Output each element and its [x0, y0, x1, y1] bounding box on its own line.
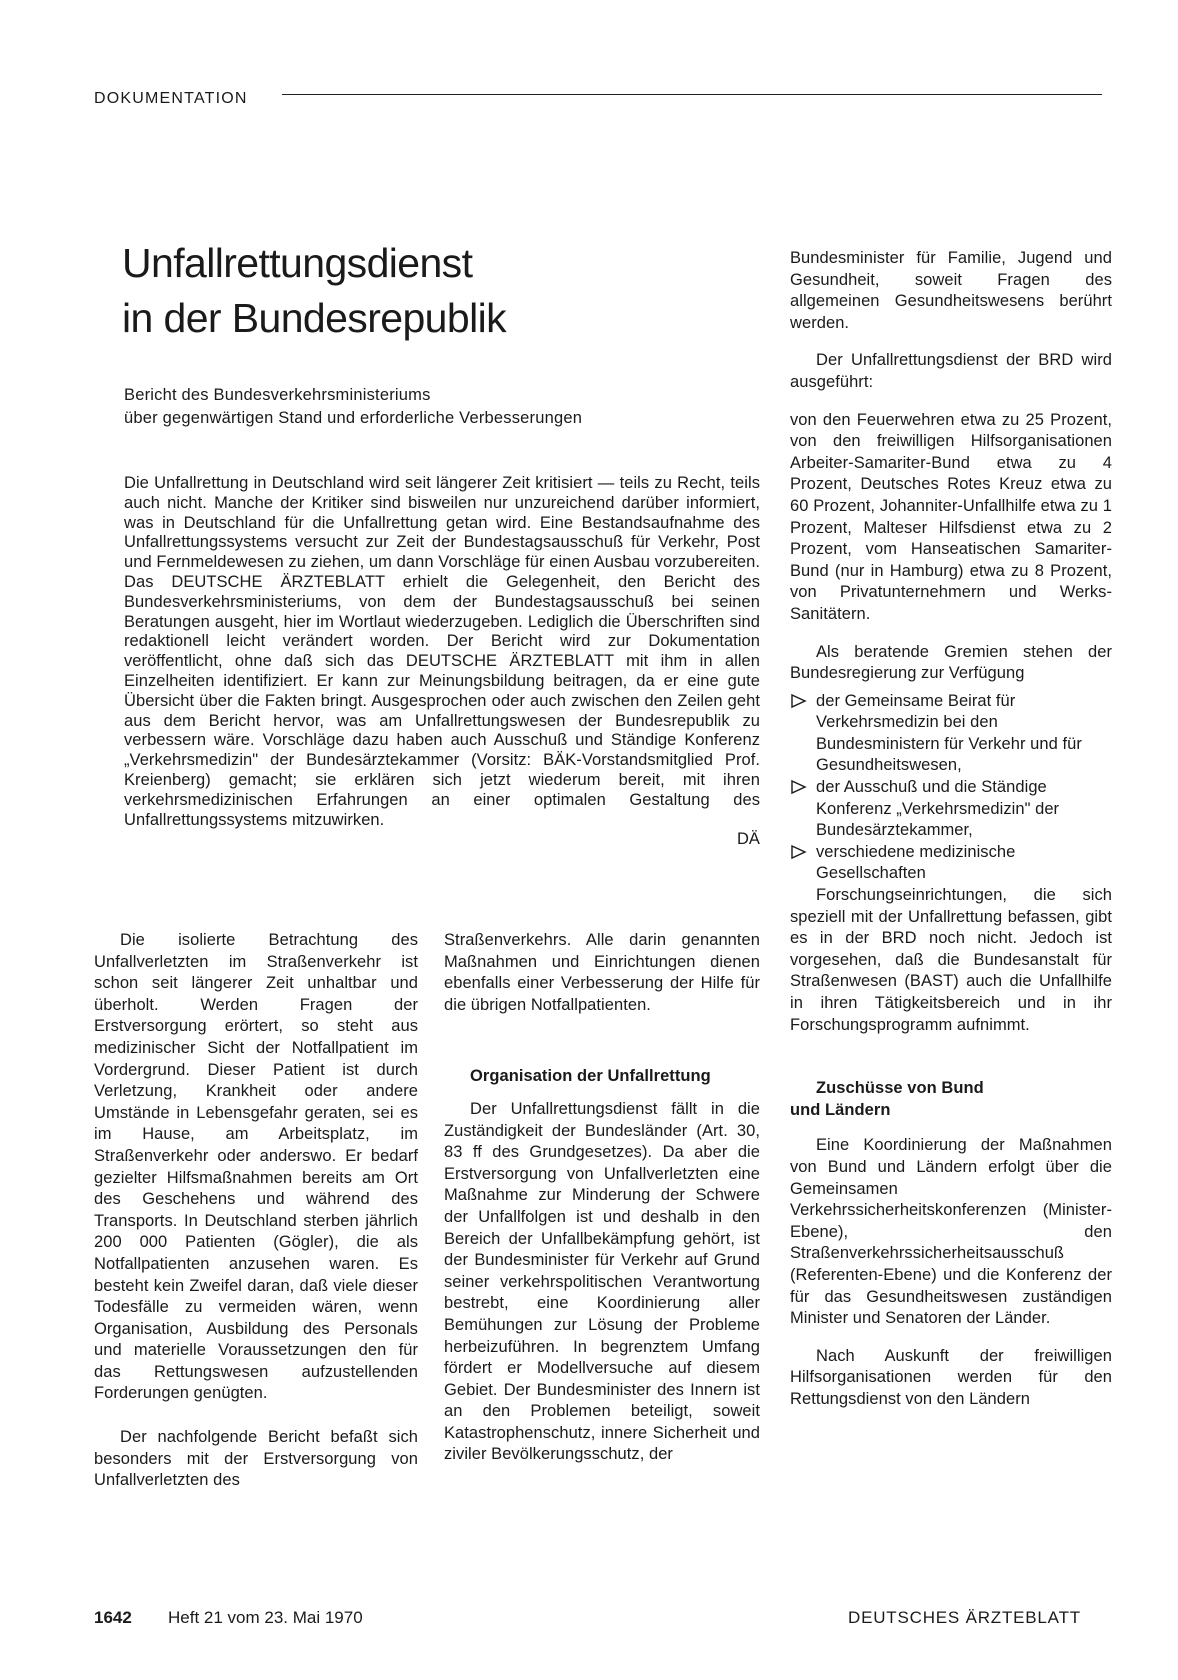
section-heading-zuschuesse — [790, 1078, 1112, 1121]
outline-triangle-right-icon — [790, 693, 808, 709]
list-item — [790, 777, 1112, 842]
outline-triangle-right-icon — [790, 779, 808, 795]
subtitle-line-2: über gegenwärtigen Stand und erforderliche Verbesserungen — [124, 409, 583, 427]
col3-paragraph-4: Als beratende Gremien stehen der Bundesregierung zur Verfügung — [790, 642, 1112, 683]
page-number: 1642 — [94, 1608, 132, 1627]
header-rule — [282, 94, 1102, 95]
column-2 — [444, 930, 760, 1466]
heading-line-1: Zuschüsse von Bund — [816, 1079, 984, 1098]
col3-paragraph-2: Der Unfallrettungsdienst der BRD wird ausgeführt: — [790, 351, 1112, 391]
col2-paragraph-2: Der Unfallrettungsdienst fällt in die Zuständigkeit der Bundesländer (Art. 30, 83 ff des Grundgesetzes). Da aber die Erstversorgung von Unfallverletzten eine Maßnahme zur Minderung der Schwere der Unfallfolgen ist und deshalb in den Bereich der Unfallbekämpfung gehört, ist der Bundesminister für Verkehr auf Grund seiner verkehrspolitischen Verantwortung bestrebt, eine Koordinierung aller Bemühungen zur Lösung der Probleme herbeizuführen. In begrenztem Umfang fördert er Modellversuche auf diesem Gebiet. Der Bundesminister des Innern ist an den Problemen beteiligt, soweit Katastrophenschutz, innere Sicherheit und ziviler Bevölkerungsschutz, der — [444, 1099, 760, 1464]
intro-box — [124, 474, 760, 850]
col3-paragraph-7: Nach Auskunft der freiwilligen Hilfsorganisationen werden für den Rettungsdienst von den Ländern — [790, 1346, 1112, 1408]
list-item-text: der Gemeinsame Beirat für Verkehrsmedizin bei den Bundesministern für Verkehr und für Gesundheitswesen, — [816, 691, 1082, 775]
title-line-2: in der Bundesrepublik — [122, 295, 506, 341]
article-title — [122, 236, 762, 346]
list-item-text: verschiedene medizinische Gesellschaften — [816, 842, 1016, 883]
heading-line-2: und Ländern — [790, 1100, 891, 1119]
issue-info: Heft 21 vom 23. Mai 1970 — [168, 1608, 363, 1627]
title-line-1: Unfallrettungsdienst — [122, 240, 473, 286]
col3-paragraph-1: Bundesminister für Familie, Jugend und Gesundheit, soweit Fragen des allgemeinen Gesundheitswesens berührt werden. — [790, 249, 1112, 332]
journal-name: DEUTSCHES ÄRZTEBLATT — [848, 1608, 1081, 1627]
col3-paragraph-6: Eine Koordinierung der Maßnahmen von Bund und Ländern erfolgt über die Gemeinsamen Verkehrssicherheitskonferenzen (Minister-Ebene), den Straßenverkehrssicherheitsausschuß (Referenten-Ebene) und die Konferenz der für das Gesundheitswesen zuständigen Minister und Senatoren der Länder. — [790, 1136, 1112, 1328]
intro-text: Die Unfallrettung in Deutschland wird seit längerer Zeit kritisiert — teils zu Recht, teils auch nicht. Manche der Kritiker sind bisweilen nur unzureichend darüber informiert, was in Deutschland für die Unfallrettung getan wird. Eine Bestandsaufnahme des Unfallrettungssystems versucht zur Zeit der Bundestagsausschuß für Verkehr, Post und Fernmeldewesen zu ziehen, um dann Vorschläge für einen Ausbau vorzubereiten. Das DEUTSCHE ÄRZTEBLATT erhielt die Gelegenheit, den Bericht des Bundesverkehrsministeriums, von dem der Bundestagsausschuß bei seinen Beratungen ausgeht, hier im Wortlaut wiederzugeben. Lediglich die Überschriften sind redaktionell leicht verändert worden. Der Bericht wird zur Dokumentation veröffentlicht, ohne daß sich das DEUTSCHE ÄRZTEBLATT mit ihm in allen Einzelheiten identifiziert. Er kann zur Meinungsbildung beitragen, da er eine gute Übersicht über die Fakten bringt. Ausgesprochen oder auch zwischen den Zeilen geht aus dem Bericht hervor, was am Unfallrettungswesen der Bundesrepublik zu verbessern wäre. Vorschläge dazu haben auch Ausschuß und Ständige Konferenz „Verkehrsmedizin" der Bundesärztekammer (Vorsitz: BÄK-Vorstandsmitglied Prof. Kreienberg) gemacht; sie erklären sich jetzt wiederum bereit, mit ihren verkehrsmedizinischen Erfahrungen an einer optimalen Gestaltung des Unfallrettungssystems mitzuwirken. — [124, 474, 760, 829]
outline-triangle-right-icon — [790, 844, 808, 860]
article-subtitle — [124, 384, 744, 430]
col1-paragraph-2: Der nachfolgende Bericht befaßt sich besonders mit der Erstversorgung von Unfallverletzten des — [94, 1428, 418, 1490]
list-item — [790, 691, 1112, 777]
list-item-text: der Ausschuß und die Ständige Konferenz „Verkehrsmedizin" der Bundesärztekammer, — [816, 778, 1060, 840]
col2-paragraph-1: Straßenverkehrs. Alle darin genannten Maßnahmen und Einrichtungen dienen ebenfalls einer Verbesserung der Hilfe für die übrigen Notfallpatienten. — [444, 931, 760, 1014]
col1-paragraph-1: Die isolierte Betrachtung des Unfallverletzten im Straßenverkehr ist schon seit längerer Zeit unhaltbar und überholt. Werden Fragen der Erstversorgung erörtert, so steht aus medizinischer Sicht der Notfallpatient im Vordergrund. Dieser Patient ist durch Verletzung, Krankheit oder andere Umstände in Lebensgefahr geraten, sei es im Hause, am Arbeitsplatz, im Straßenverkehr oder anderswo. Er bedarf gezielter Hilfsmaßnahmen bereits am Ort des Geschehens und während des Transports. In Deutschland sterben jährlich 200 000 Patienten (Gögler), die als Notfallpatienten anzusehen waren. Es besteht kein Zweifel daran, daß viele dieser Todesfälle zu vermeiden wären, wenn Organisation, Ausbildung des Personals und materielle Voraussetzungen den für das Rettungswesen aufzustellenden Forderungen genügten. — [94, 931, 418, 1403]
intro-signature: DÄ — [736, 830, 760, 849]
advisory-bodies-list — [790, 691, 1112, 885]
subtitle-line-1: Bericht des Bundesverkehrsministeriums — [124, 386, 431, 404]
section-label: DOKUMENTATION — [94, 90, 248, 107]
column-3 — [790, 248, 1112, 1411]
col3-paragraph-3: von den Feuerwehren etwa zu 25 Prozent, von den freiwilligen Hilfsorganisationen Arbeiter-Samariter-Bund etwa zu 4 Prozent, Deutsches Rotes Kreuz etwa zu 60 Prozent, Johanniter-Unfallhilfe etwa zu 1 Prozent, Malteser Hilfsdienst etwa zu 2 Prozent, vom Hanseatischen Samariter-Bund (nur in Hamburg) etwa zu 8 Prozent, von Privatunternehmern und Werks-Sanitätern. — [790, 410, 1112, 623]
col3-paragraph-5: Forschungseinrichtungen, die sich speziell mit der Unfallrettung befassen, gibt es in der BRD noch nicht. Jedoch ist vorgesehen, daß die Bundesanstalt für Straßenwesen (BAST) auch die Unfallhilfe in ihren Tätigkeitsbereich und in ihr Forschungsprogramm aufnimmt. — [790, 886, 1112, 1034]
column-1 — [94, 930, 418, 1492]
section-heading-organisation: Organisation der Unfallrettung — [470, 1067, 711, 1086]
list-item — [790, 842, 1112, 885]
